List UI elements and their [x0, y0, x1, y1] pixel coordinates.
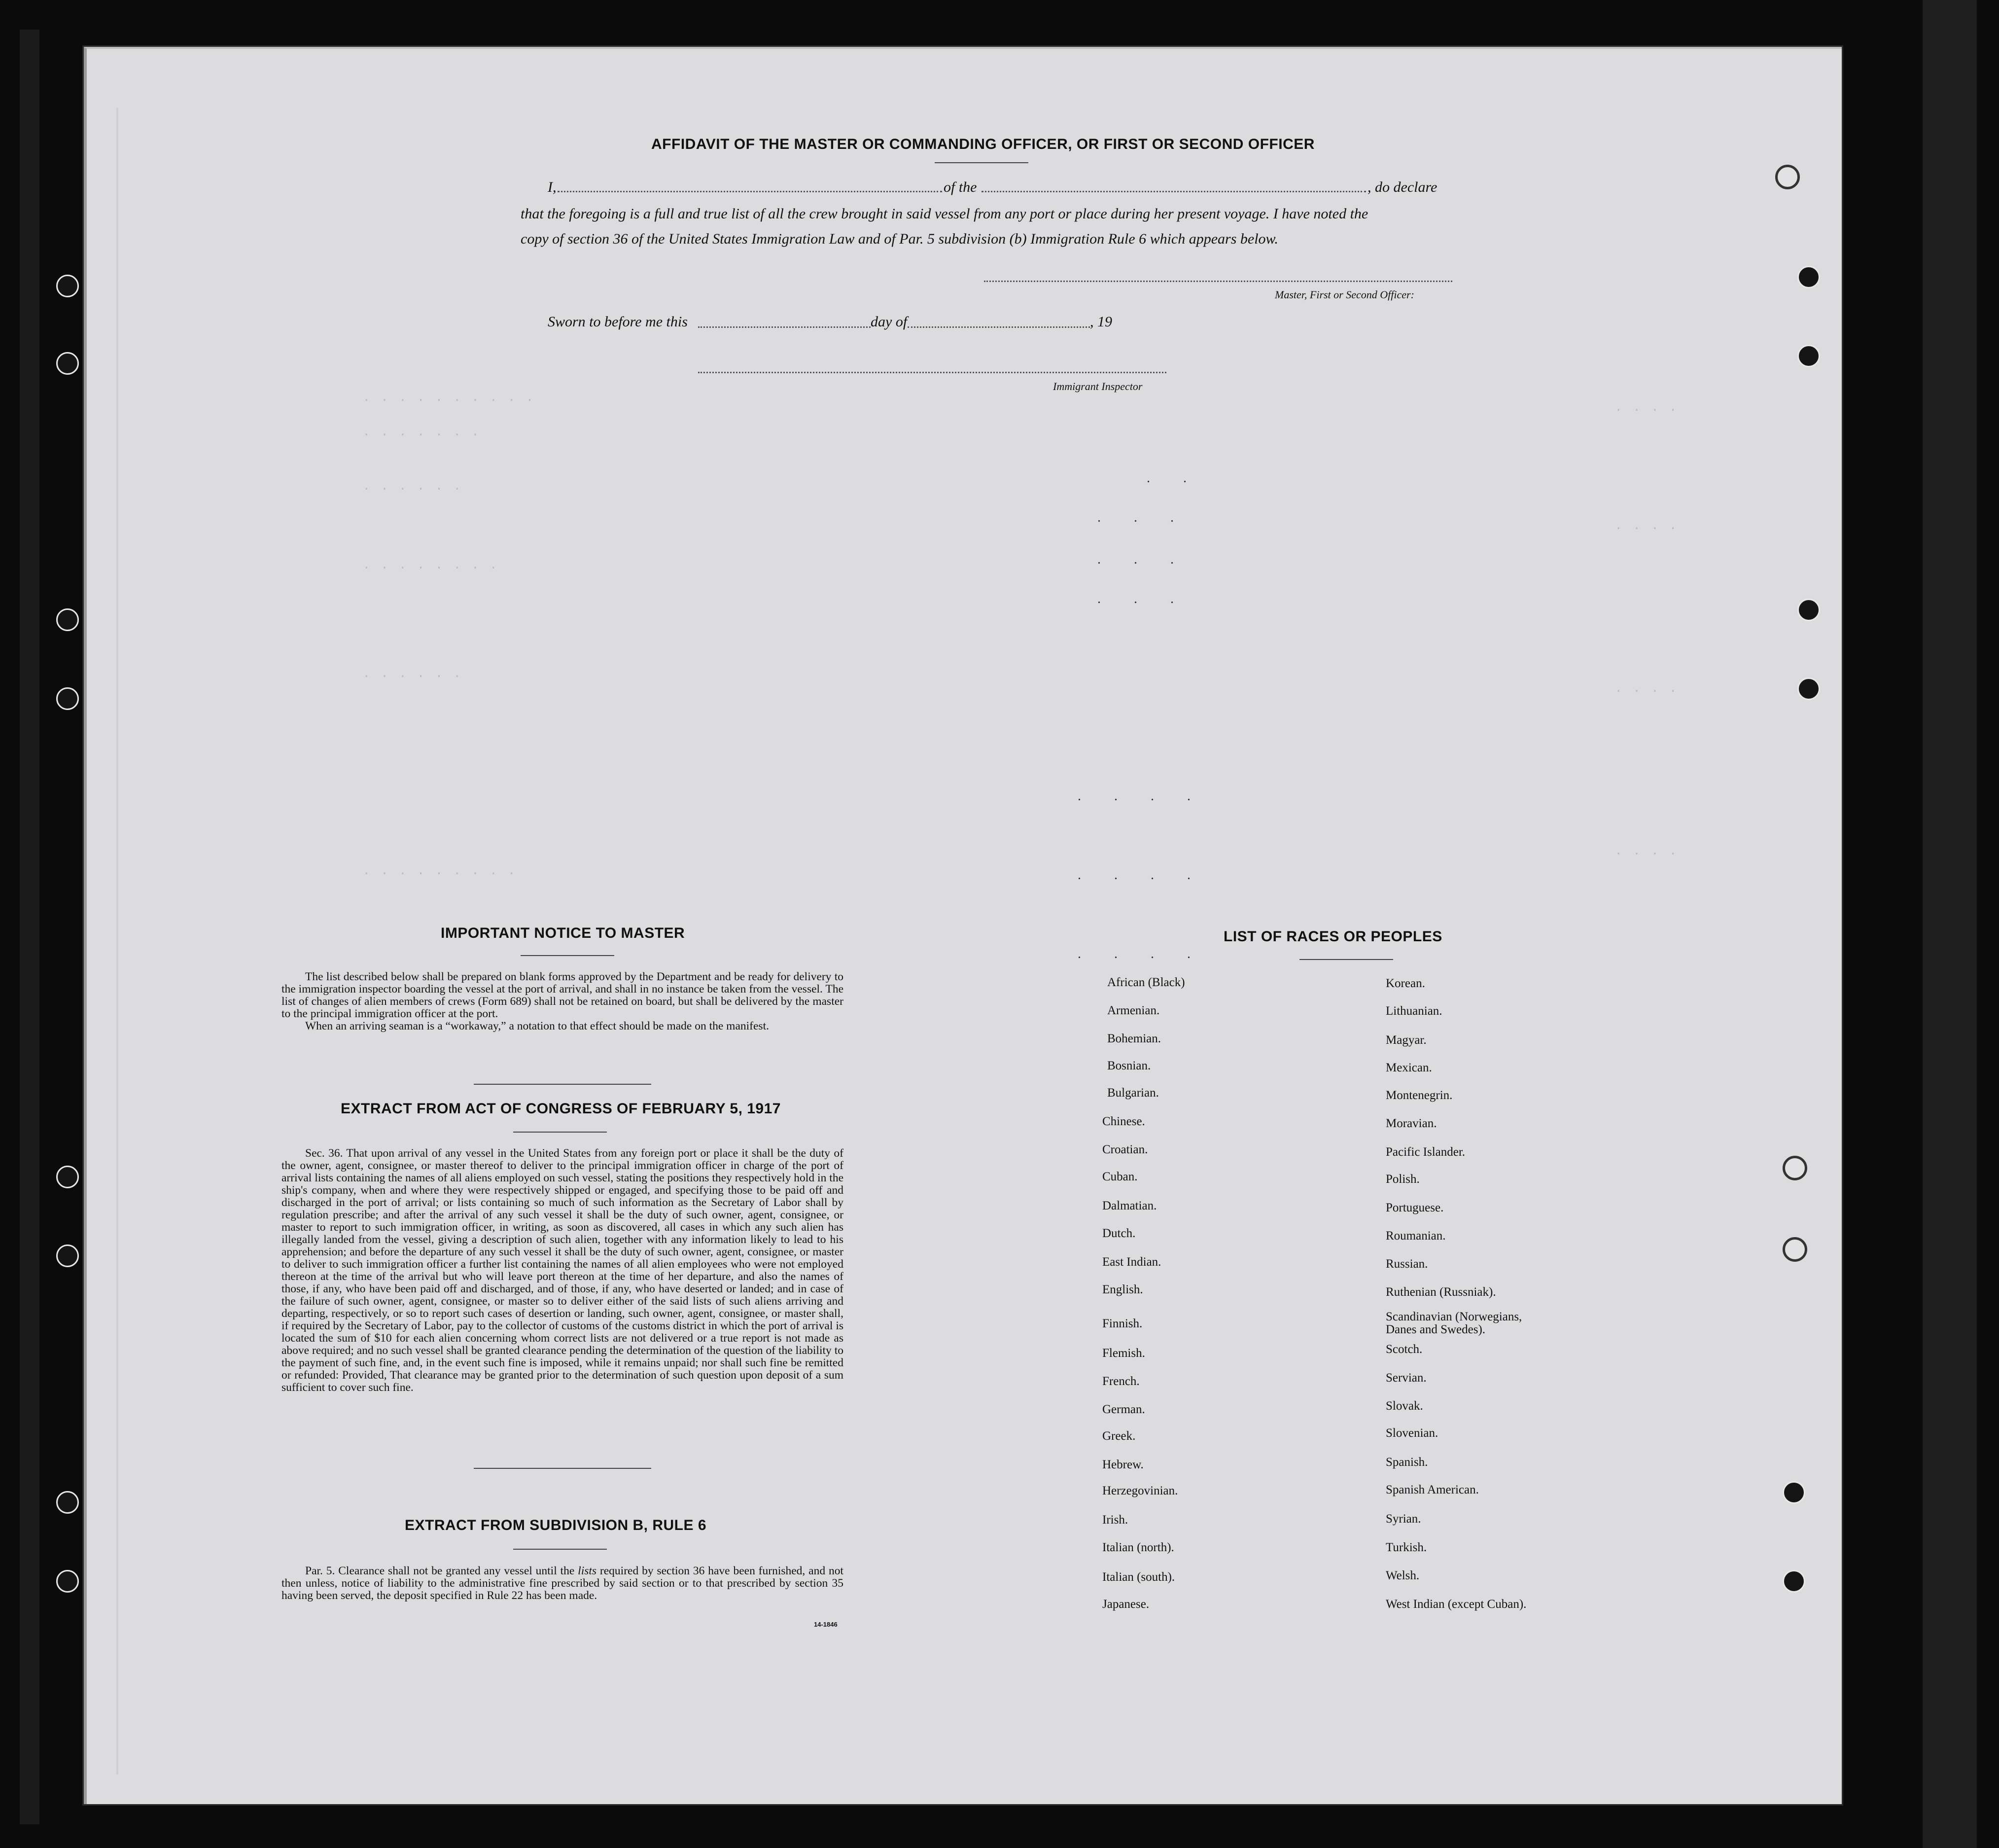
stray-dots: . . . . [1078, 946, 1205, 961]
race-item: Armenian. [1107, 1004, 1160, 1017]
binder-hole-icon [1783, 1237, 1807, 1262]
races-title: LIST OF RACES OR PEOPLES [1224, 928, 1442, 945]
race-item: Flemish. [1102, 1347, 1145, 1360]
race-item: Ruthenian (Russniak). [1386, 1285, 1496, 1299]
do-declare-text: , do declare [1368, 179, 1438, 195]
race-item: Greek. [1102, 1429, 1136, 1443]
race-item: French. [1102, 1375, 1140, 1388]
binder-hole-icon [56, 608, 79, 631]
extract-rule-paragraph [281, 1565, 843, 1602]
race-item: Syrian. [1386, 1512, 1421, 1526]
binder-hole-icon [1775, 165, 1800, 189]
left-film-edge [20, 30, 39, 1824]
binder-hole-icon [1783, 1481, 1805, 1504]
race-item: Servian. [1386, 1371, 1427, 1385]
bleed-through-mark: · · · · · · · [363, 428, 481, 442]
race-item: East Indian. [1102, 1255, 1161, 1269]
race-item: Bulgarian. [1107, 1086, 1159, 1100]
bleed-through-mark: · · · · [1615, 404, 1679, 417]
extract-act-body [281, 1147, 843, 1394]
vessel-name-blank [982, 191, 1366, 192]
bleed-through-mark: · · · · [1615, 522, 1679, 535]
race-item: Welsh. [1386, 1569, 1420, 1582]
rule-text-before: Par. 5. Clearance shall not be granted any vessel until the [305, 1564, 578, 1577]
binder-hole-icon [56, 275, 79, 297]
race-item: Magyar. [1386, 1033, 1427, 1047]
notice-paragraph-2: When an arriving seaman is a “workaway,” a notation to that effect should be made on the manifest. [305, 1020, 769, 1032]
binder-hole-icon [1797, 345, 1820, 367]
bleed-through-mark: · · · · · · [363, 670, 463, 683]
race-item: Dutch. [1102, 1227, 1136, 1240]
rule-text-after: required by section 36 have been furnished, and not then unless, notice of liability to the administrative fine prescribed by said section or to that prescribed by section 35 having been served, the deposit specified in Rule 22 has been made. [281, 1564, 843, 1602]
race-item: Lithuanian. [1386, 1004, 1442, 1018]
race-item: Moravian. [1386, 1117, 1437, 1130]
bleed-through-mark: · · · · · · · · · [363, 867, 517, 881]
stray-dots: . . . [1097, 552, 1189, 567]
year-label: , 19 [1090, 314, 1112, 330]
notice-body [281, 971, 843, 1032]
day-of-label: day of [871, 314, 908, 330]
stray-dots: . . [1147, 470, 1201, 486]
race-item: Japanese. [1102, 1598, 1150, 1611]
binder-hole-icon [56, 352, 79, 375]
race-item: Bohemian. [1107, 1032, 1161, 1045]
inspector-label: Immigrant Inspector [1053, 380, 1143, 392]
race-item: German. [1102, 1403, 1145, 1416]
race-item: Slovak. [1386, 1399, 1423, 1413]
race-item: Slovenian. [1386, 1426, 1438, 1440]
notice-paragraph-1: The list described below shall be prepared on blank forms approved by the Department and be ready for delivery to the immigration inspector boarding the vessel at the port of arrival, and shall in no instance be taken from the vessel. The list of changes of alien members of crews (Form 689) shall not be retained on board, but shall be delivered by the master to the principal immigration officer at the port. [281, 970, 843, 1020]
affidavit-line-2: that the foregoing is a full and true list of all the crew brought in said vessel from any port or place during her present voyage. I have noted the [521, 206, 1368, 222]
stray-dots: . . . . [1078, 788, 1205, 804]
bleed-through-mark: · · · · · · [363, 483, 463, 496]
section-divider [474, 1468, 651, 1469]
binder-hole-icon [1797, 677, 1820, 700]
officer-signature-blank [984, 281, 1452, 282]
declarant-name-blank [558, 191, 942, 192]
bleed-through-mark: · · · · · · · · · · [363, 394, 535, 407]
race-item: Chinese. [1102, 1115, 1145, 1128]
race-item: Dalmatian. [1102, 1199, 1157, 1212]
race-item: Italian (north). [1102, 1541, 1174, 1554]
race-item: Herzegovinian. [1102, 1484, 1178, 1497]
race-item: Spanish. [1386, 1456, 1428, 1469]
race-item: English. [1102, 1283, 1143, 1296]
stray-dots: . . . [1097, 510, 1189, 525]
race-item: Roumanian. [1386, 1229, 1446, 1243]
race-item: Spanish American. [1386, 1483, 1479, 1496]
sworn-day-blank [698, 326, 871, 328]
declarant-prefix: I, [548, 179, 557, 195]
bleed-through-mark: · · · · · · · · [363, 562, 499, 575]
document-page [84, 47, 1842, 1804]
race-item: Turkish. [1386, 1541, 1427, 1554]
extract-act-underline [513, 1132, 607, 1133]
race-item: Cuban. [1102, 1170, 1138, 1183]
race-item: Montenegrin. [1386, 1089, 1453, 1102]
binder-hole-icon [56, 1166, 79, 1188]
race-item: Hebrew. [1102, 1458, 1144, 1471]
stray-dots: . . . . [1078, 867, 1205, 883]
races-underline [1299, 959, 1393, 960]
rule-text-lists: lists [578, 1564, 597, 1577]
extract-rule-title: EXTRACT FROM SUBDIVISION B, RULE 6 [405, 1517, 707, 1533]
race-item: Bosnian. [1107, 1059, 1151, 1072]
extract-act-paragraph: Sec. 36. That upon arrival of any vessel in the United States from any foreign port or place it shall be the duty of the owner, agent, consignee, or master thereof to deliver to the principal immigration officer in charge of the port of arrival lists containing the names of all aliens employed on such vessel, stating the positions they respectively hold in the ship's company, when and where they were respectively shipped or engaged, and specifying those to be paid off and discharged in the port of arrival; or lists containing so much of such information as the Secretary of Labor shall by regulation prescribe; and after the arrival of any such vessel it shall be the duty of such owner, agent, consignee, or master to report to such immigration officer, in writing, as soon as discovered, all cases in which any such alien has illegally landed from the vessel, giving a description of such alien, together with any information likely to lead to his apprehension; and before the departure of any such vessel it shall be the duty of such owner, agent, consignee, or master to deliver to such immigration officer a further list containing the names of all alien employees who were not employed thereon at the time of the arrival but who will leave port thereon at the time of her departure, and also the names of those, if any, who have been paid off and discharged, and of those, if any, who have deserted or landed; and in case of the failure of such owner, agent, consignee, or master so to deliver either of the said lists of such aliens arriving and departing, respectively, or so to report such cases of desertion or landing, such owner, agent, consignee, or master shall, if required by the Secretary of Labor, pay to the collector of customs of the customs district in which the port of arrival is located the sum of $10 for each alien concerning whom correct lists are not delivered or a true report is not made as above required; and no such vessel shall be granted clearance pending the determination of the question of the liability to the payment of such fine, and, in the event such fine is imposed, while it remains unpaid; nor shall such fine be remitted or refunded: Provided, That clearance may be granted prior to the determination of such question upon deposit of a sum sufficient to cover such fine. [281, 1147, 843, 1394]
binder-hole-icon [56, 687, 79, 710]
race-item: Russian. [1386, 1257, 1428, 1271]
race-item: Korean. [1386, 977, 1425, 990]
extract-rule-body [281, 1565, 843, 1602]
inspector-signature-blank [698, 372, 1166, 373]
race-item: Croatian. [1102, 1143, 1148, 1156]
race-item: Irish. [1102, 1513, 1128, 1527]
extract-act-title: EXTRACT FROM ACT OF CONGRESS OF FEBRUARY 5, 1917 [341, 1101, 781, 1117]
race-item: Scotch. [1386, 1343, 1423, 1356]
race-item: Mexican. [1386, 1061, 1432, 1074]
sworn-month-blank [908, 326, 1090, 328]
race-item: African (Black) [1107, 976, 1185, 989]
race-item: Italian (south). [1102, 1570, 1175, 1584]
affidavit-title: AFFIDAVIT OF THE MASTER OR COMMANDING OFFICER, OR FIRST OR SECOND OFFICER [651, 136, 1315, 152]
of-the-label: of the [944, 179, 977, 195]
sworn-label: Sworn to before me this [548, 314, 688, 330]
notice-title: IMPORTANT NOTICE TO MASTER [441, 925, 685, 941]
officer-signature-label: Master, First or Second Officer: [1275, 288, 1414, 301]
race-item: Pacific Islander. [1386, 1145, 1466, 1159]
right-film-edge [1923, 0, 1977, 1848]
race-item: Finnish. [1102, 1317, 1143, 1330]
binder-hole-icon [56, 1244, 79, 1267]
binder-hole-icon [56, 1491, 79, 1514]
title-underline [935, 162, 1028, 163]
binder-hole-icon [56, 1570, 79, 1593]
stray-dots: . . . [1097, 591, 1189, 606]
extract-rule-underline [513, 1549, 607, 1550]
binder-hole-icon [1797, 599, 1820, 621]
form-number: 14-1846 [814, 1621, 838, 1628]
race-item: Scandinavian (Norwegians, [1386, 1310, 1522, 1323]
bleed-through-mark: · · · · [1615, 685, 1679, 698]
affidavit-line-3: copy of section 36 of the United States Immigration Law and of Par. 5 subdivision (b) Immigration Rule 6 which appears below. [521, 231, 1278, 247]
race-item: Polish. [1386, 1173, 1420, 1186]
binder-hole-icon [1783, 1570, 1805, 1593]
page-fold-line [116, 108, 118, 1775]
race-item: West Indian (except Cuban). [1386, 1598, 1527, 1611]
notice-underline [521, 955, 614, 956]
race-item: Portuguese. [1386, 1201, 1444, 1214]
bleed-through-mark: · · · · [1615, 848, 1679, 861]
binder-hole-icon [1783, 1156, 1807, 1180]
binder-hole-icon [1797, 266, 1820, 288]
race-item-continuation: Danes and Swedes). [1386, 1323, 1486, 1336]
section-divider [474, 1084, 651, 1085]
